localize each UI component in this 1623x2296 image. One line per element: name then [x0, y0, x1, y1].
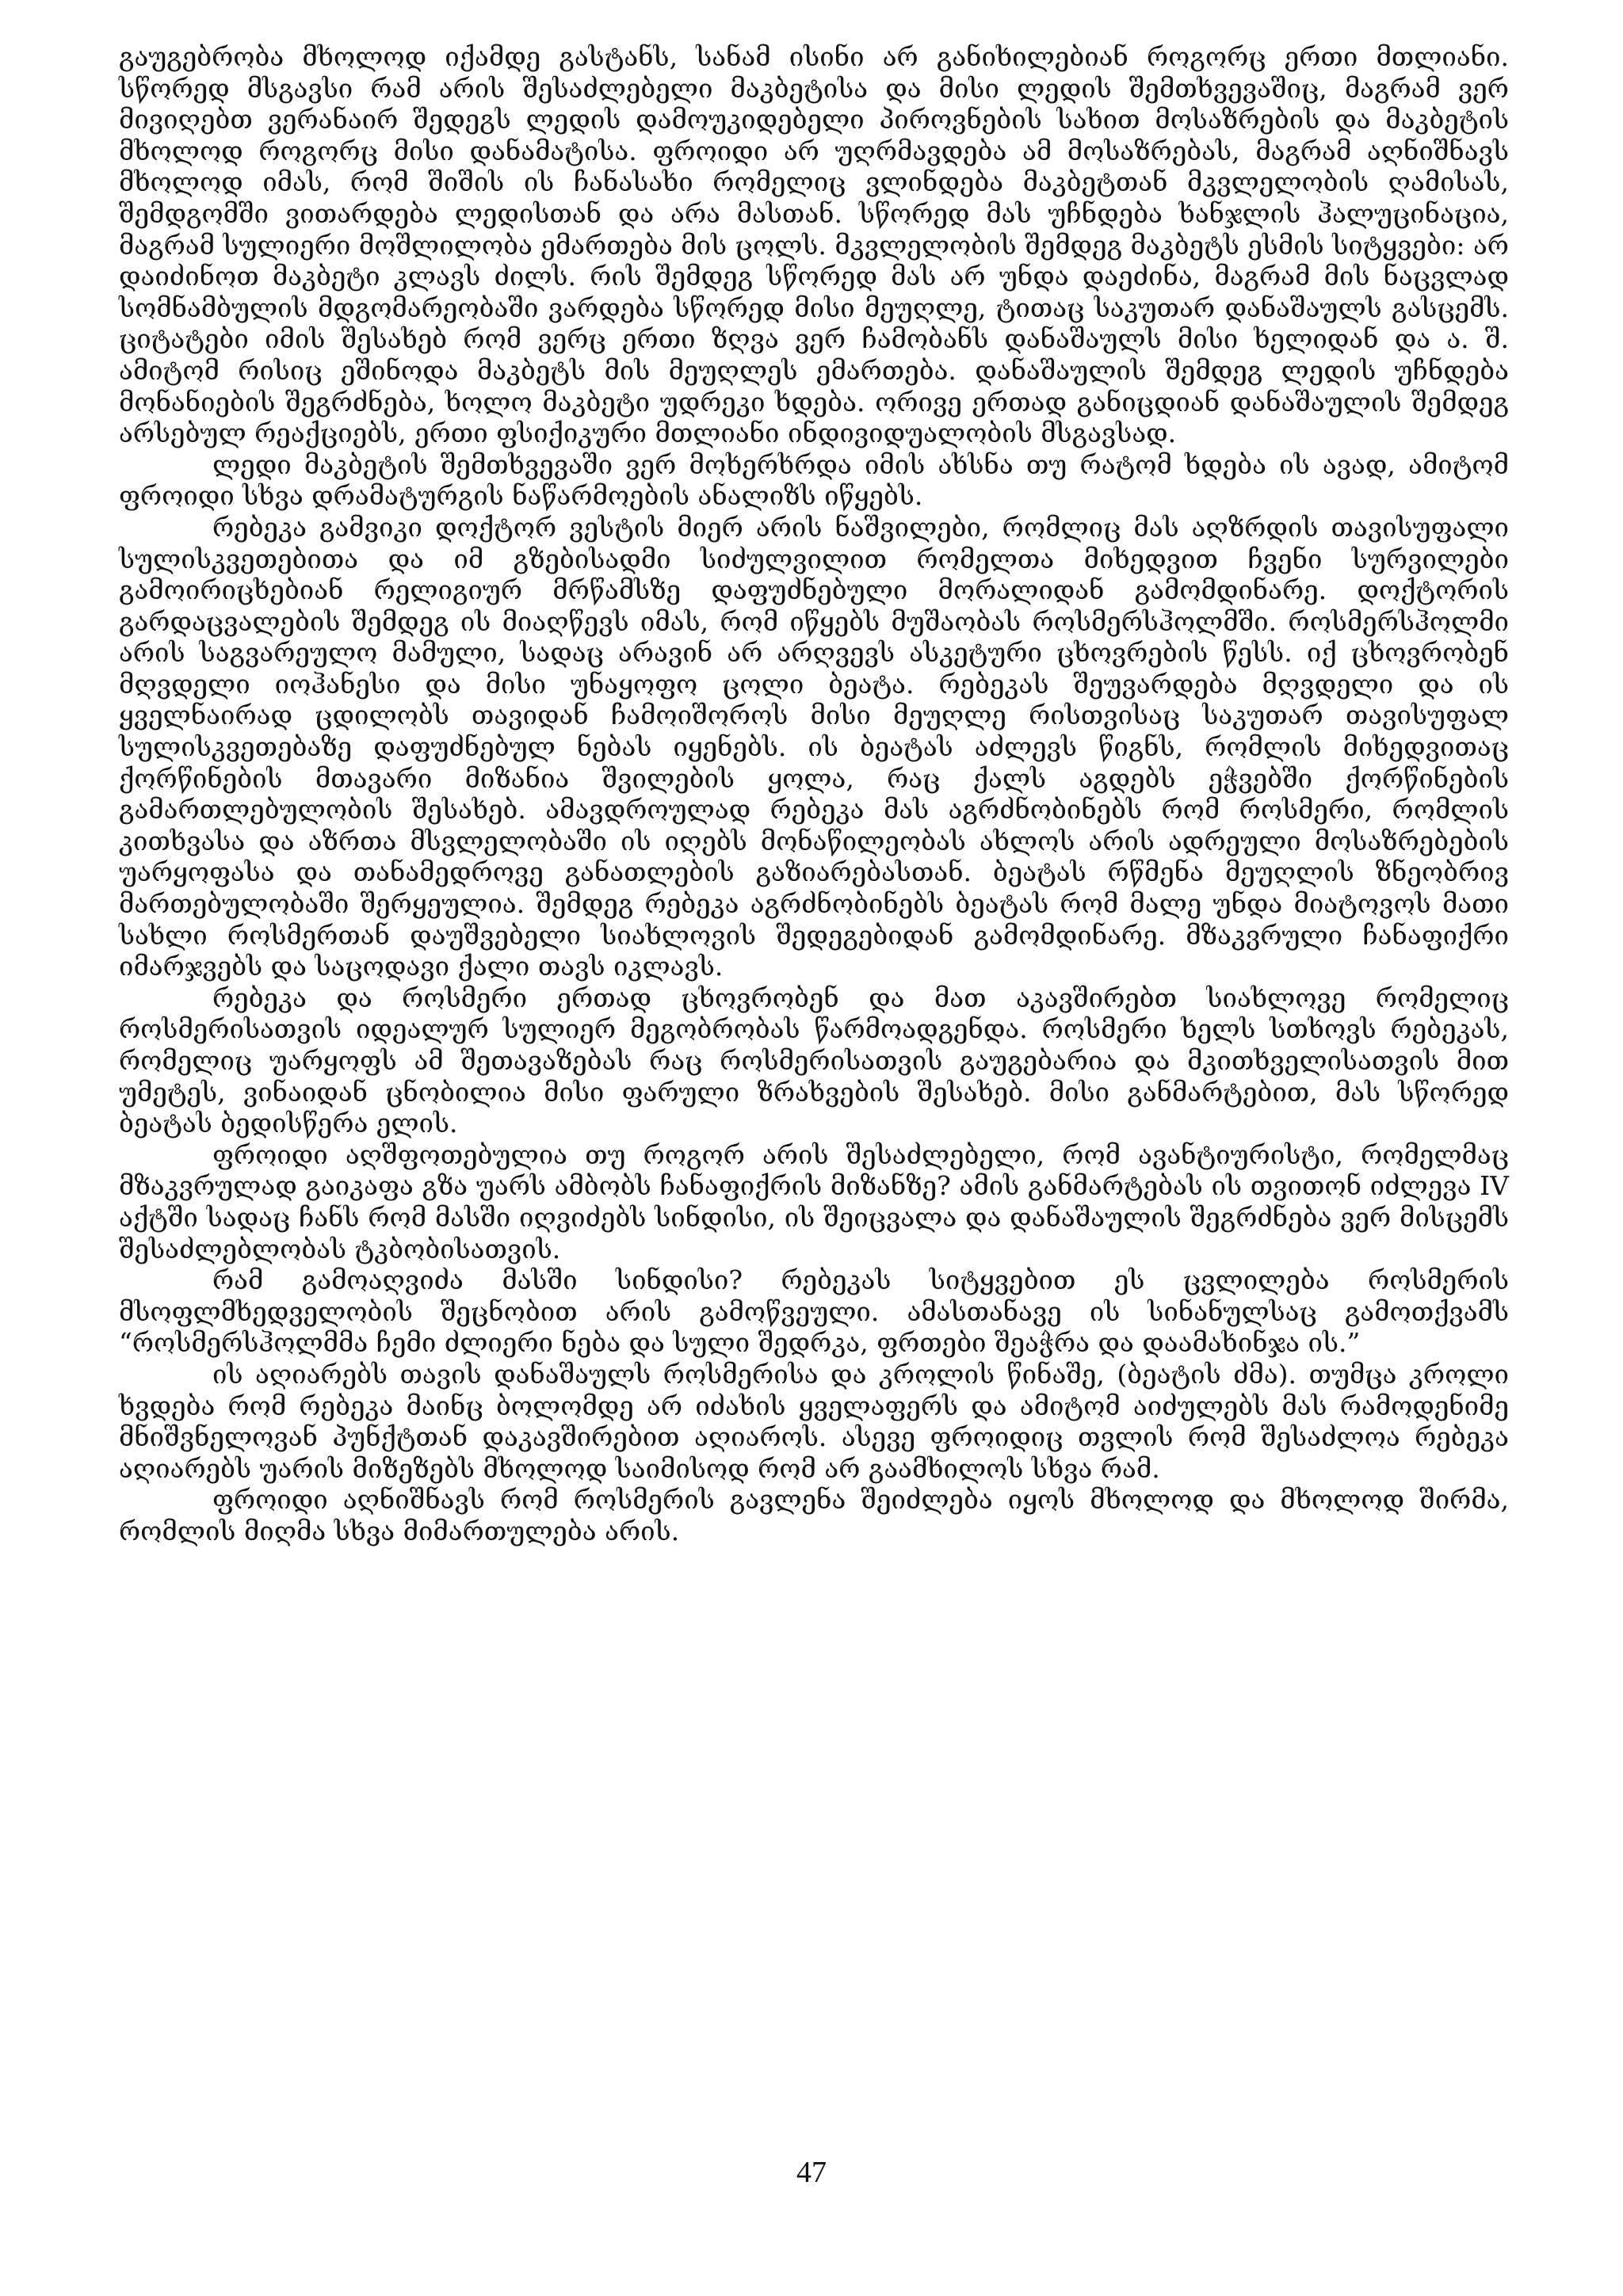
paragraph-3: რებეკა გამვიკი დოქტორ ვესტის მიერ არის ნაშვილები, რომლიც მას აღზრდის თავისუფალი სულისკვეთებითა და იმ გზებისადმი სიძულვილით რომელთა მიხედვით ჩვენი სურვილები გამოირიცხებიან რელიგიურ მრწამსზე დაფუძნებული მორალიდან გამომდინარე. დოქტორის გარდაცვალების შემდეგ ის მიაღწევს იმას, რომ იწყებს მუშაობას როსმერსჰოლმში. როსმერსჰოლმი არის საგვარეულო მამული, სადაც არავინ არ არღვევს ასკეტური ცხოვრების წესს. იქ ცხოვრობენ მღვდელი იოჰანესი და მისი უნაყოფო ცოლი ბეატა. რებეკას შეუვარდება მღვდელი და ის ყველნაირად ცდილობს თავიდან ჩამოიშოროს მისი მეუღლე რისთვისაც საკუთარ თავისუფალ სულისკვეთებაზე დაფუძნებულ ნებას იყენებს. ის ბეატას აძლევს წიგნს, რომლის მიხედვითაც ქორწინების მთავარი მიზანია შვილების ყოლა, რაც ქალს აგდებს ეჭვებში ქორწინების გამართლებულობის შესახებ. ამავდროულად რებეკა მას აგრძნობინებს რომ როსმერი, რომლის კითხვასა და აზრთა მსვლელობაში ის იღებს მონაწილეობას ახლოს არის ადრეული მოსაზრებების უარყოფასა და თანამედროვე განათლების გაზიარებასთან. ბეატას რწმენა მეუღლის ზნეობრივ მართებულობაში შერყეულია. შემდეგ რებეკა აგრძნობინებს ბეატას რომ მალე უნდა მიატოვოს მათი სახლი როსმერთან დაუშვებელი სიახლოვის შედეგებიდან გამომდინარე. მზაკვრული ჩანაფიქრი იმარჯვებს და საცოდავი ქალი თავს იკლავს.	[119, 511, 1509, 982]
paragraph-8: ფროიდი აღნიშნავს რომ როსმერის გავლენა შეიძლება იყოს მხოლოდ და მხოლოდ შირმა, რომლის მიღმა სხვა მიმართულება არის.	[119, 1484, 1509, 1547]
paragraph-4: რებეკა და როსმერი ერთად ცხოვრობენ და მათ აკავშირებთ სიახლოვე რომელიც როსმერისათვის იდეალურ სულიერ მეგობრობას წარმოადგენდა. როსმერი ხელს სთხოვს რებეკას, რომელიც უარყოფს ამ შეთავაზებას რაც როსმერისათვის გაუგებარია და მკითხველისათვის მით უმეტეს, ვინაიდან ცნობილია მისი ფარული ზრახვების შესახებ. მისი განმარტებით, მას სწორედ ბეატას ბედისწერა ელის.	[119, 982, 1509, 1139]
paragraph-1: გაუგებრობა მხოლოდ იქამდე გასტანს, სანამ ისინი არ განიხილებიან როგორც ერთი მთლიანი. სწორედ მსგავსი რამ არის შესაძლებელი მაკბეტისა და მისი ლედის შემთხვევაშიც, მაგრამ ვერ მივიღებთ ვერანაირ შედეგს ლედის დამოუკიდებელი პიროვნების სახით მოსაზრების და მაკბეტის მხოლოდ როგორც მისი დანამატისა. ფროიდი არ უღრმავდება ამ მოსაზრებას, მაგრამ აღნიშნავს მხოლოდ იმას, რომ შიშის ის ჩანასახი რომელიც ვლინდება მაკბეტთან მკვლელობის ღამისას, შემდგომში ვითარდება ლედისთან და არა მასთან. სწორედ მას უჩნდება ხანჯლის ჰალუცინაცია, მაგრამ სულიერი მოშლილობა ემართება მის ცოლს. მკვლელობის შემდეგ მაკბეტს ესმის სიტყვები: არ დაიძინოთ მაკბეტი კლავს ძილს. რის შემდეგ სწორედ მას არ უნდა დაეძინა, მაგრამ მის ნაცვლად სომნამბულის მდგომარეობაში ვარდება სწორედ მისი მეუღლე, ტითაც საკუთარ დანაშაულს გასცემს. ციტატები იმის შესახებ რომ ვერც ერთი ზღვა ვერ ჩამობანს დანაშაულს მისი ხელიდან და ა. შ. ამიტომ რისიც ეშინოდა მაკბეტს მის მეუღლეს ემართება. დანაშაულის შემდეგ ლედის უჩნდება მონანიების შეგრძნება, ხოლო მაკბეტი უდრეკი ხდება. ორივე ერთად განიცდიან დანაშაულის შემდეგ არსებულ რეაქციებს, ერთი ფსიქიკური მთლიანი ინდივიდუალობის მსგავსად.	[119, 41, 1509, 449]
paragraph-5: ფროიდი აღშფოთებულია თუ როგორ არის შესაძლებელი, რომ ავანტიურისტი, რომელმაც მზაკვრულად გაიკაფა გზა უარს ამბობს ჩანაფიქრის მიზანზე? ამის განმარტებას ის თვითონ იძლევა IV აქტში სადაც ჩანს რომ მასში იღვიძებს სინდისი, ის შეიცვალა და დანაშაულის შეგრძნება ვერ მისცემს შესაძლებლობას ტკბობისათვის.	[119, 1138, 1509, 1264]
paragraph-2: ლედი მაკბეტის შემთხვევაში ვერ მოხერხრდა იმის ახსნა თუ რატომ ხდება ის ავად, ამიტომ ფროიდი სხვა დრამატურგის ნაწარმოების ანალიზს იწყებს.	[119, 448, 1509, 512]
paragraph-6: რამ გამოაღვიძა მასში სინდისი? რებეკას სიტყვებით ეს ცვლილება როსმერის მსოფლმხედველობის შეცნობით არის გამოწვეული. ამასთანავე ის სინანულსაც გამოთქვამს “როსმერსჰოლმმა ჩემი ძლიერი ნება და სული შედრკა, ფრთები შეაჭრა და დაამახინჯა ის.”	[119, 1264, 1509, 1359]
paragraph-7: ის აღიარებს თავის დანაშაულს როსმერისა და კროლის წინაშე, (ბეატის ძმა). თუმცა კროლი ხვდება რომ რებეკა მაინც ბოლომდე არ იძახის ყველაფერს და ამიტომ აიძულებს მას რამოდენიმე მნიშვნელოვან პუნქტთან დაკავშირებით აღიაროს. ასევე ფროიდიც თვლის რომ შესაძლოა რებეკა აღიარებს უარის მიზეზებს მხოლოდ საიმისოდ რომ არ გაამხილოს სხვა რამ.	[119, 1358, 1509, 1484]
page-body	[119, 41, 1509, 1547]
page-number: 47	[796, 2156, 827, 2189]
